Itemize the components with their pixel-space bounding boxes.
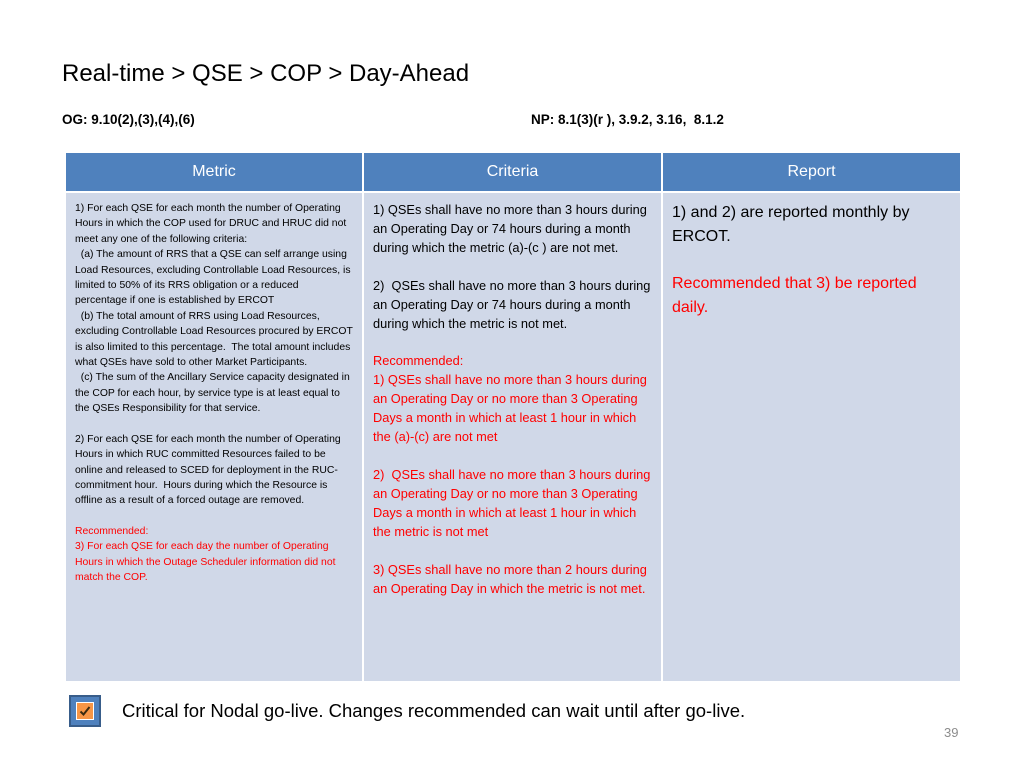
header-metric: Metric (65, 152, 363, 192)
og-reference: OG: 9.10(2),(3),(4),(6) (62, 112, 195, 127)
table-header-row (65, 152, 961, 192)
criteria-recommended-label: Recommended: (373, 353, 464, 369)
report-monthly: 1) and 2) are reported monthly by ERCOT. (672, 204, 914, 245)
metrics-table (64, 151, 962, 683)
footer-note: Critical for Nodal go-live. Changes recommended can wait until after go-live. (122, 700, 746, 721)
criteria-item-2: 2) QSEs shall have no more than 3 hours during an Operating Day or 74 hours during a month during which the metric is not met. (373, 277, 654, 331)
metric-item-1: 1) For each QSE for each month the number of Operating Hours in which the COP used for DRUC and HRUC did not meet any one of the following criteria: (a) The amount of RRS that a QSE can self arrange using Load Resources, excluding Controllable Load Resources, is limited to 50% of its RRS obligation or a reduced percentage if one is established by ERCOT (b) The total amount of RRS using Load Resources, excluding Controllable Load Resources procured by ERCOT is also limited to this percentage. The total amount includes what QSEs have sold to other Market Participants. (c) The sum of the Ancillary Service capacity designated in the COP for each hour, by service type is at least equal to the QSEs Responsibility for that service. (75, 203, 353, 415)
criteria-recommended-1: 1) QSEs shall have no more than 3 hours during an Operating Day or no more than 3 Operating Days a month in which at least 1 hour in which the (a)-(c) are not met (373, 372, 651, 445)
checkmark-icon (76, 702, 94, 720)
criteria-recommended-2: 2) QSEs shall have no more than 3 hours during an Operating Day or no more than 3 Operating Days a month in which at least 1 hour in which the metric is not met (373, 466, 654, 539)
report-recommended: Recommended that 3) be reported daily. (672, 275, 922, 316)
header-report: Report (662, 152, 961, 192)
slide-title: Real-time > QSE > COP > Day-Ahead (62, 60, 470, 87)
header-criteria: Criteria (363, 152, 662, 192)
metric-item-3: 3) For each QSE for each day the number of Operating Hours in which the Outage Scheduler information did not match the COP. (75, 541, 339, 583)
page-number: 39 (944, 725, 959, 740)
table-row (65, 192, 961, 682)
metric-recommended-label: Recommended: (75, 525, 149, 537)
report-cell (662, 192, 961, 682)
checkbox-checked-icon (69, 695, 101, 727)
metric-item-2: 2) For each QSE for each month the number of Operating Hours in which RUC committed Resources failed to be online and released to SCED for deployment in the RUC-commitment hour. Hours during which the Resource is offline as a result of a forced outage are removed. (75, 433, 344, 507)
criteria-item-1: 1) QSEs shall have no more than 3 hours during an Operating Day or 74 hours during a month during which the metric (a)-(c ) are not met. (373, 202, 651, 255)
np-reference: NP: 8.1(3)(r ), 3.9.2, 3.16, 8.1.2 (531, 112, 724, 127)
criteria-recommended-3: 3) QSEs shall have no more than 2 hours during an Operating Day in which the metric is not met. (373, 561, 651, 596)
criteria-cell (363, 192, 662, 682)
metric-cell (65, 192, 363, 682)
